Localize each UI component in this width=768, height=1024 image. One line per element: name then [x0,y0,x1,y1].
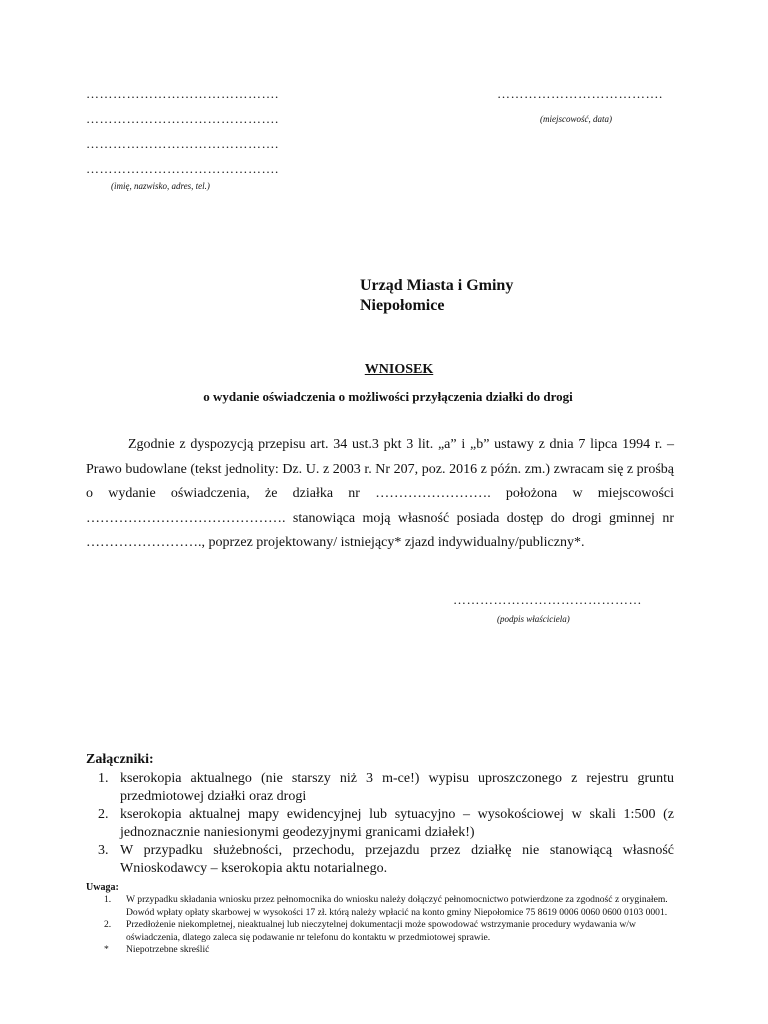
attachments-list [86,770,674,878]
request-body [86,433,674,556]
notes-list [86,894,678,957]
note-number: 2. [104,919,112,930]
applicant-line-2: ……………………………………. [86,111,279,126]
attachment-text: W przypadku służebności, przechodu, przejazdu przez działkę nie stanowiącą własność Wnioskodawcy – kserokopia aktu notarialnego. [120,843,674,876]
attachment-text: kserokopia aktualnej mapy ewidencyjnej lub sytuacyjno – wysokościowej w skali 1:500 (z jednoznacznie naniesionymi geodezyjnymi granicami działek!) [120,807,674,840]
attachment-number: 2. [98,807,109,822]
attachment-text: kserokopia aktualnego (nie starszy niż 3 m-ce!) wypisu uproszczonego z rejestru gruntu przedmiotowej działki oraz drogi [120,771,674,804]
office-address [360,276,513,316]
document-title: WNIOSEK [364,362,434,377]
attachment-number: 3. [98,843,109,858]
attachment-number: 1. [98,771,109,786]
request-paragraph: Zgodnie z dyspozycją przepisu art. 34 ust.3 pkt 3 lit. „a” i „b” ustawy z dnia 7 lipca 1994 r. – Prawo budowlane (tekst jednolity: Dz. U. z 2003 r. Nr 207, poz. 2016 z późn. zm.) zwracam się z prośbą o wydanie oświadczenia, że działka nr ……………………. położona w miejscowości ……………………………………. stanowiąca moją własność posiada dostęp do drogi gminnej nr ……………………., poprzez projektowany/ istniejący* zjazd indywidualny/publiczny*. [86,437,674,551]
attachment-item [86,806,674,842]
attachment-item [86,770,674,806]
attachments-title: Załączniki: [86,752,154,767]
place-date-label: (miejscowość, data) [540,114,612,124]
note-number: 1. [104,894,112,905]
applicant-line-4: ……………………………………. [86,161,279,176]
applicant-line-3: ……………………………………. [86,136,279,151]
note-item [86,919,678,944]
applicant-line-1: ……………………………………. [86,86,279,101]
signature-line: …………………………………… [453,592,642,607]
attachment-item [86,842,674,878]
document-subtitle: o wydanie oświadczenia o możliwości przyłączenia działki do drogi [203,389,573,404]
note-number: * [104,944,109,955]
place-date-line: ………………………………. [497,86,663,101]
office-city: Niepołomice [360,297,445,314]
note-text: Przedłożenie niekompletnej, nieaktualnej lub nieczytelnej dokumentacji może spowodować wstrzymanie procedury wydawania w/w oświadczenia, dlatego zaleca się podawanie nr telefonu do kontaktu w przedmiotowej sprawie. [126,919,636,943]
note-item [86,944,678,957]
note-text: Niepotrzebne skreślić [126,944,210,955]
note-text: W przypadku składania wniosku przez pełnomocnika do wniosku należy dołączyć pełnomocnictwo potwierdzone za zgodność z oryginałem. Dowód wpłaty opłaty skarbowej w wysokości 17 zł. którą należy wpłacić na konto gminy Niepołomice 75 8619 0006 0060 0600 0103 0001. [126,894,668,918]
notes-title: Uwaga: [86,882,119,893]
signature-label: (podpis właściciela) [497,614,570,624]
note-item [86,894,678,919]
applicant-label: (imię, nazwisko, adres, tel.) [111,181,210,191]
office-name: Urząd Miasta i Gminy [360,277,514,294]
